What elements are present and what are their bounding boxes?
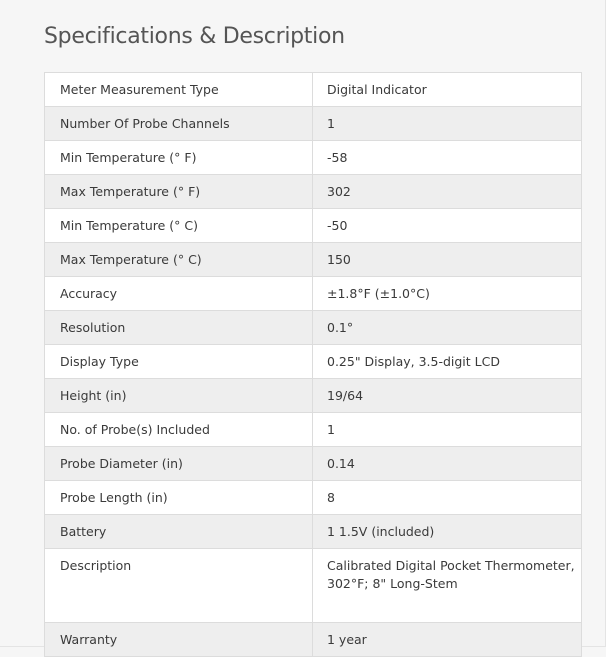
spec-value: 302 (313, 175, 582, 209)
spec-value: 0.14 (313, 447, 582, 481)
spec-label: Resolution (45, 311, 313, 345)
spec-value: 1 (313, 413, 582, 447)
spec-row-probe-diameter (45, 447, 582, 481)
spec-label: Max Temperature (° C) (45, 243, 313, 277)
spec-row-max-temperature-f (45, 175, 582, 209)
spec-value: 19/64 (313, 379, 582, 413)
spec-label: Warranty (45, 623, 313, 657)
spec-value: 1 (313, 107, 582, 141)
spec-label: Description (45, 549, 313, 623)
spec-row-accuracy (45, 277, 582, 311)
spec-row-max-temperature-c (45, 243, 582, 277)
spec-label: Meter Measurement Type (45, 73, 313, 107)
spec-row-battery (45, 515, 582, 549)
spec-row-number-of-probe-channels (45, 107, 582, 141)
spec-value: 1 year (313, 623, 582, 657)
spec-value: 150 (313, 243, 582, 277)
spec-row-resolution (45, 311, 582, 345)
spec-row-warranty (45, 623, 582, 657)
spec-row-display-type (45, 345, 582, 379)
spec-label: Probe Diameter (in) (45, 447, 313, 481)
spec-label: Number Of Probe Channels (45, 107, 313, 141)
spec-label: Accuracy (45, 277, 313, 311)
section-title: Specifications & Description (44, 24, 345, 49)
spec-row-description (45, 549, 582, 623)
spec-value: 0.1° (313, 311, 582, 345)
spec-value: 0.25" Display, 3.5-digit LCD (313, 345, 582, 379)
spec-row-min-temperature-f (45, 141, 582, 175)
spec-label: Min Temperature (° F) (45, 141, 313, 175)
spec-value: -50 (313, 209, 582, 243)
spec-row-probe-length (45, 481, 582, 515)
spec-value: -58 (313, 141, 582, 175)
spec-value: 1 1.5V (included) (313, 515, 582, 549)
spec-row-min-temperature-c (45, 209, 582, 243)
spec-label: Height (in) (45, 379, 313, 413)
spec-row-probes-included (45, 413, 582, 447)
spec-label: Battery (45, 515, 313, 549)
spec-value: ±1.8°F (±1.0°C) (313, 277, 582, 311)
spec-row-height (45, 379, 582, 413)
specifications-table (44, 72, 582, 657)
spec-value: Digital Indicator (313, 73, 582, 107)
spec-value: 8 (313, 481, 582, 515)
spec-row-meter-measurement-type (45, 73, 582, 107)
spec-label: No. of Probe(s) Included (45, 413, 313, 447)
spec-label: Max Temperature (° F) (45, 175, 313, 209)
spec-label: Display Type (45, 345, 313, 379)
spec-label: Probe Length (in) (45, 481, 313, 515)
spec-label: Min Temperature (° C) (45, 209, 313, 243)
spec-value: Calibrated Digital Pocket Thermometer, 302°F; 8" Long-Stem (313, 549, 582, 623)
